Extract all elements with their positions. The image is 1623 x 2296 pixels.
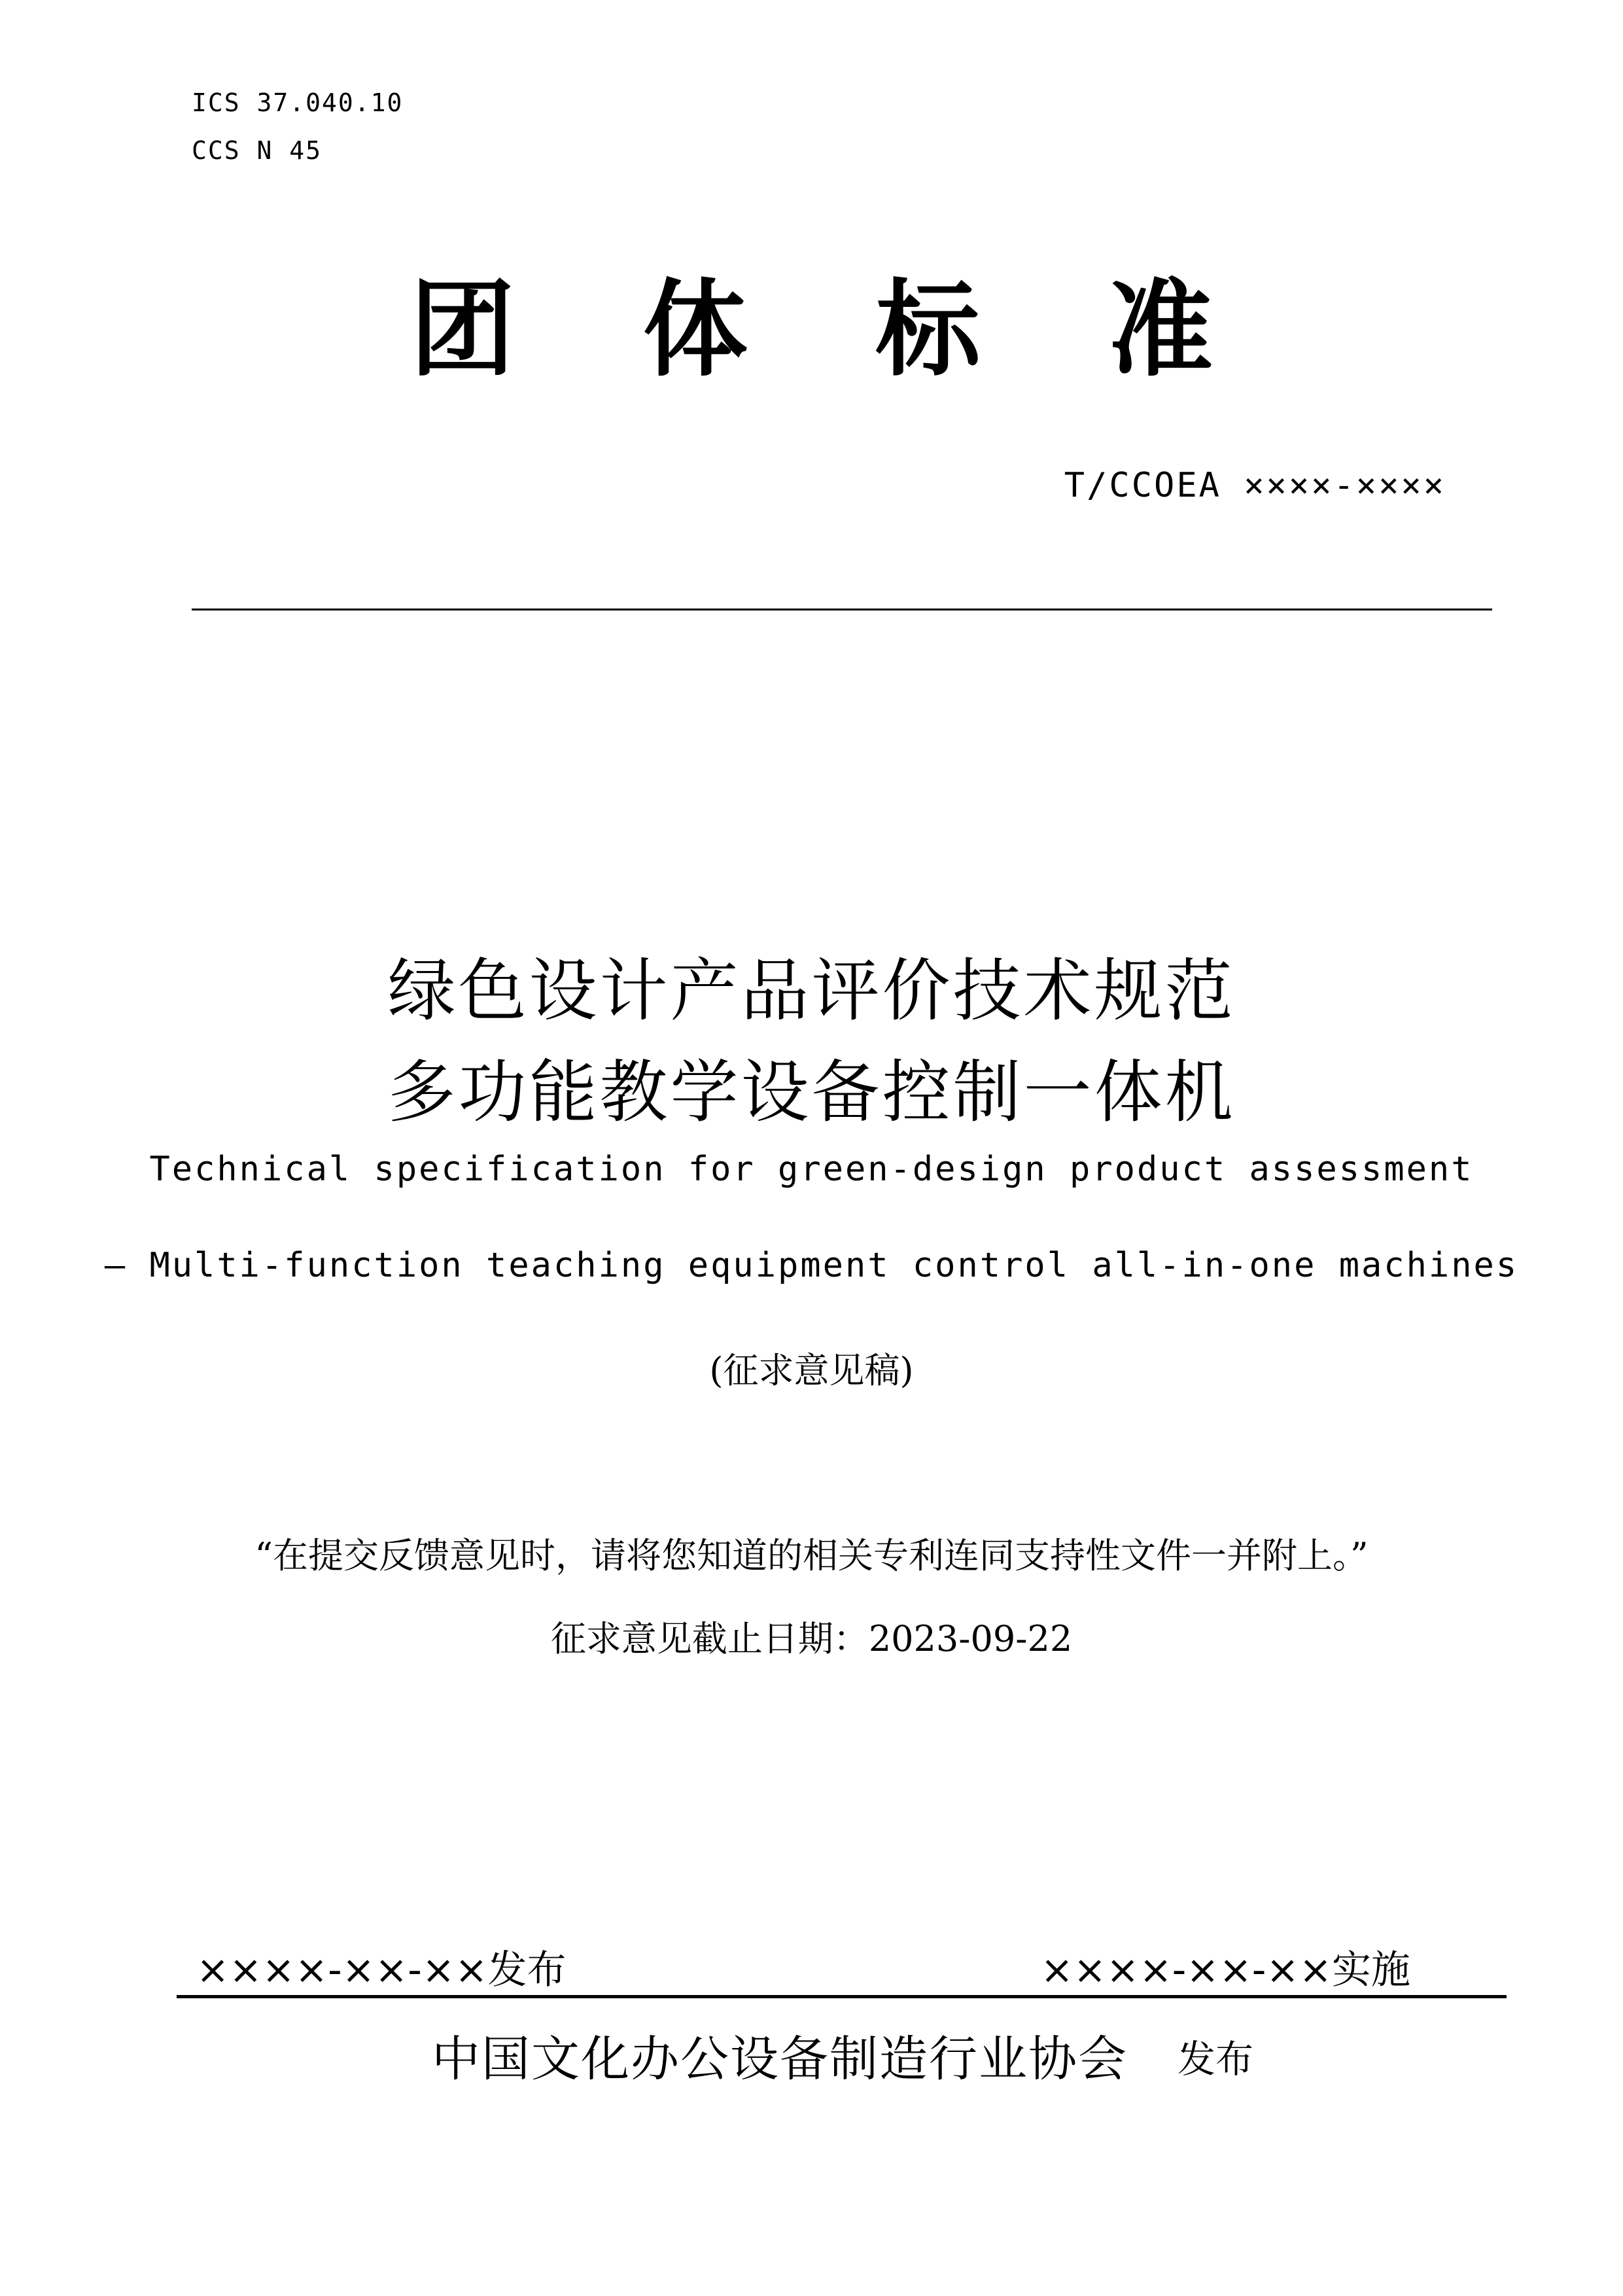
ics-code: ICS 37.040.10 [192, 88, 404, 117]
comment-deadline: 征求意见截止日期：2023-09-22 [550, 1618, 1073, 1659]
standard-number: T/CCOEA ××××-×××× [1064, 466, 1446, 505]
publisher-suffix: 发布 [1178, 2037, 1254, 2081]
document-type-heading: 团 体 标 准 [410, 268, 1259, 391]
header-divider [192, 609, 1492, 610]
patent-notice: “在提交反馈意见时，请将您知道的相关专利连同支持性文件一并附上。” [254, 1535, 1369, 1576]
title-english-line-1: Technical specification for green-design product assessment [149, 1150, 1474, 1189]
title-chinese-line-1: 绿色设计产品评价技术规范 [387, 951, 1236, 1031]
publish-date: ××××-××-××发布 [196, 1947, 567, 1993]
footer-divider [177, 1995, 1507, 1998]
draft-label: (征求意见稿) [709, 1350, 914, 1391]
title-english-line-2: — Multi-function teaching equipment control all-in-one machines [104, 1246, 1519, 1285]
ccs-code: CCS N 45 [192, 136, 323, 165]
implement-date: ××××-××-××实施 [1040, 1947, 1410, 1993]
title-chinese-line-2: 多功能教学设备控制一体机 [387, 1052, 1236, 1132]
publisher-organization: 中国文化办公设备制造行业协会 [432, 2031, 1128, 2087]
